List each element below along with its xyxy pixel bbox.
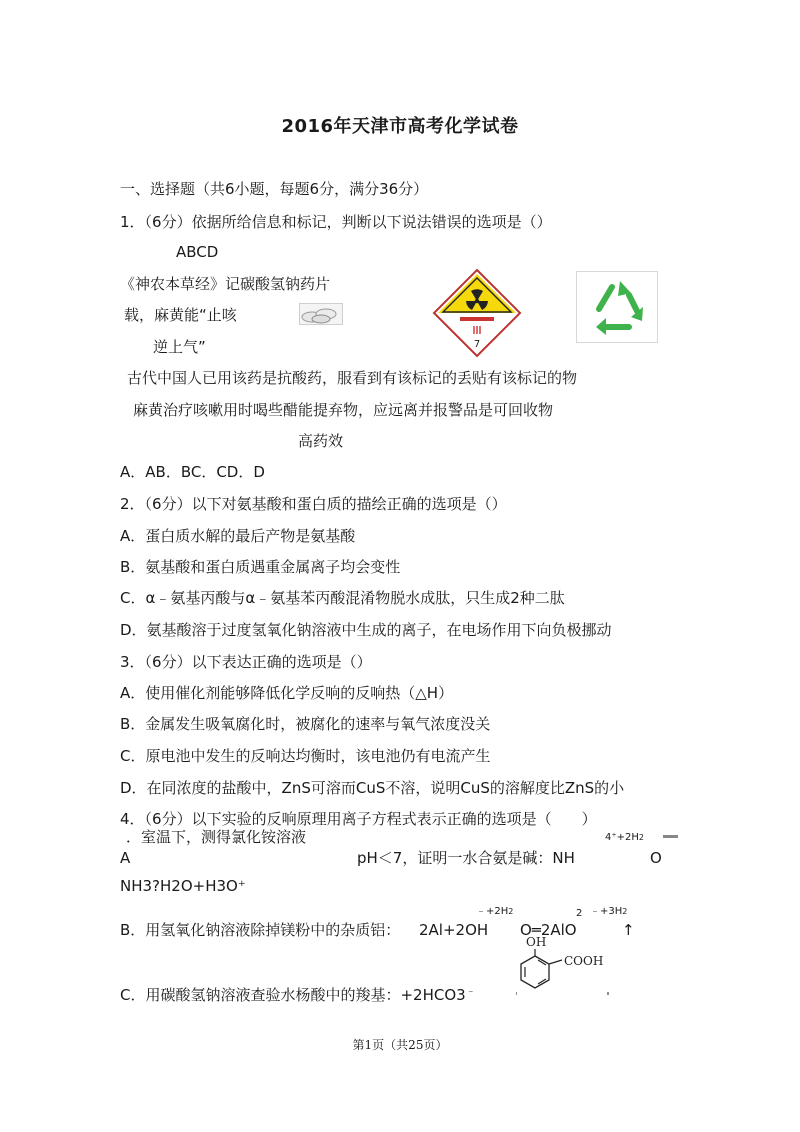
question-3-option-c: C．原电池中发生的反响达均衡时，该电池仍有电流产生 [120, 747, 491, 765]
question-1-row4: 高药效 [298, 432, 344, 450]
question-2-option-b: B．氨基酸和蛋白质遇重金属离子均会变性 [120, 558, 401, 576]
question-1-cell-a-line1: 《神农本草经》记碳酸氢钠药片 [120, 275, 331, 293]
question-3-option-d: D．在同浓度的盐酸中，ZnS可溶而CuS不溶，说明CuS的溶解度比ZnS的小 [120, 779, 625, 797]
page-title: 2016年天津市高考化学试卷 [281, 116, 519, 137]
question-4-a-superscript: 4⁺+2H2 [605, 832, 644, 843]
structure-oh-label: OH [526, 935, 547, 949]
question-4-b-superscript-2: 2 [576, 908, 583, 919]
question-4-stem: 4．（6分）以下实验的反响原理用离子方程式表示正确的选项是（ ） [120, 810, 597, 828]
question-3-option-b: B．金属发生吸氧腐化时，被腐化的速率与氧气浓度没关 [120, 715, 491, 733]
question-1-stem: 1．（6分）依据所给信息和标记，判断以下说法错误的选项是（） [120, 213, 552, 231]
question-1-options-header: ABCD [176, 243, 219, 261]
question-4-a-equals-mark [663, 835, 678, 838]
section-heading: 一、选择题（共6小题，每题6分，满分36分） [120, 180, 429, 198]
pill-icon [299, 303, 343, 325]
question-1-cell-a-line2: 载，麻黄能“止咳 [124, 306, 237, 324]
question-1-cell-a-line3: 逆上气” [153, 338, 206, 356]
question-4-a-line3: NH3?H2O+H3O⁺ [120, 877, 246, 895]
question-4-option-c: C．用碳酸氢钠溶液查验水杨酸中的羧基：+2HCO3﹣ [120, 986, 476, 1004]
page-footer: 第1页（共25页） [352, 1038, 448, 1052]
question-3-stem: 3．（6分）以下表达正确的选项是（） [120, 653, 372, 671]
question-1-choices: A．AB．BC．CD．D [120, 463, 265, 481]
question-2-option-d: D．氨基酸溶于过度氢氧化钠溶液中生成的离子，在电场作用下向负极挪动 [120, 621, 612, 639]
question-4-a-oxygen: O [650, 849, 662, 867]
question-2-option-a: A．蛋白质水解的最后产物是氨基酸 [120, 527, 356, 545]
salicylic-acid-structure-icon [516, 933, 612, 995]
question-4-b-arrow: ↑ [622, 921, 635, 939]
structure-cooh-label: COOH [564, 954, 604, 968]
question-3-option-a: A．使用催化剂能够降低化学反响的反响热（△H） [120, 684, 454, 702]
question-2-stem: 2．（6分）以下对氨基酸和蛋白质的描绘正确的选项是（） [120, 495, 507, 513]
question-4-b-equation: 2Al+2OH [419, 921, 489, 939]
question-1-row3: 麻黄治疗咳嗽用时喝些醋能提弃物，应远离并报警品是可回收物 [133, 401, 554, 419]
question-4-b-equation-2: O═2AlO [520, 921, 577, 939]
question-2-option-c: C．α﹣氨基丙酸与α﹣氨基苯丙酸混淆物脱水成肽，只生成2种二肽 [120, 589, 565, 607]
radiation-warning-icon [432, 268, 522, 358]
question-4-a-part2: pH＜7，证明一水合氨是碱：NH [357, 849, 575, 867]
question-1-row2: 古代中国人已用该药是抗酸药，服看到有该标记的丢贴有该标记的物 [127, 369, 578, 387]
question-4-option-b: B．用氢氧化钠溶液除掉镁粉中的杂质铝： [120, 921, 401, 939]
radiation-sign-number: 7 [473, 339, 481, 350]
question-4-a-part1: ．室温下，测得氯化铵溶液 [126, 828, 307, 846]
question-4-b-superscript-1: ﹣+2H2 [476, 906, 514, 917]
question-4-a-letter: A [120, 849, 131, 867]
recycle-icon [576, 271, 658, 343]
question-4-b-superscript-3: ﹣+3H2 [590, 906, 628, 917]
